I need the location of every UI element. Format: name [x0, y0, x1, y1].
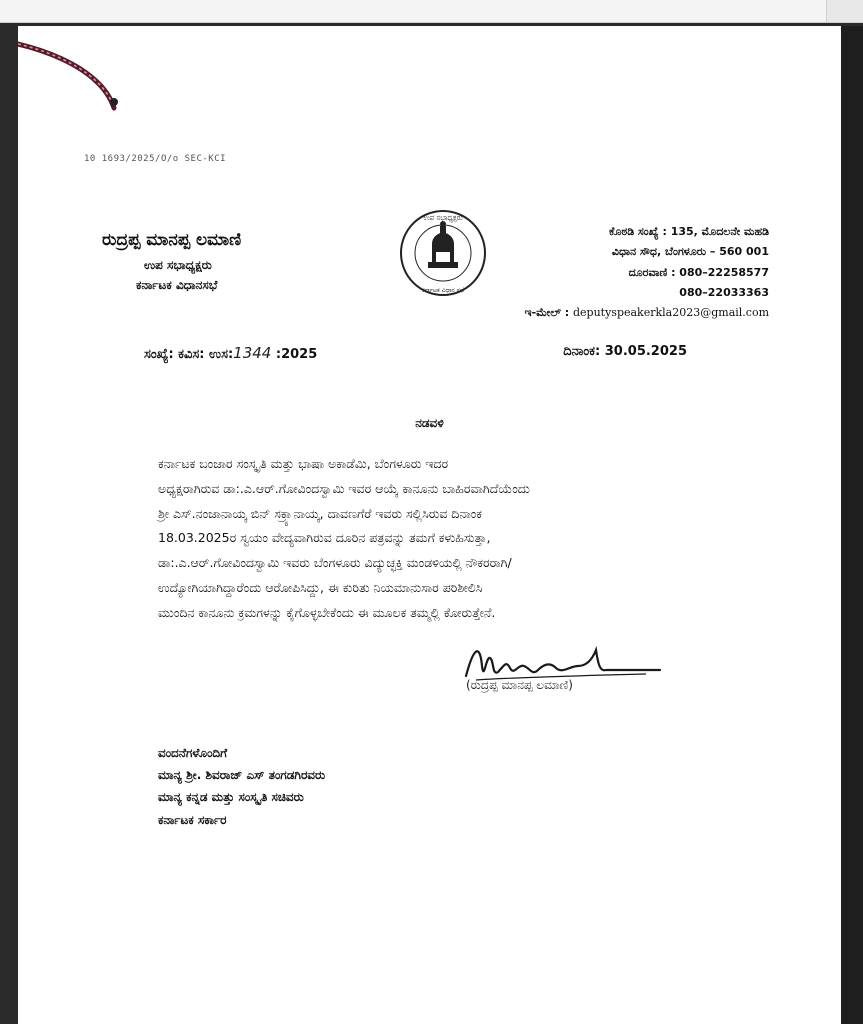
letter-number	[144, 344, 317, 362]
sender-block	[102, 226, 241, 296]
phone-number-2: 080–22033363	[679, 286, 769, 300]
office-address	[524, 222, 769, 324]
letter-subject: ನಡವಳಿ	[415, 416, 444, 430]
address-building: ವಿಧಾನ ಸೌಧ, ಬೆಂಗಳೂರು – 560 001	[611, 245, 769, 259]
phone-label: ದೂರವಾಣಿ :	[628, 265, 680, 279]
recipient-block	[158, 742, 325, 831]
official-seal-emblem	[396, 208, 490, 298]
viewer-background-edge	[841, 26, 863, 1024]
email-label: ಇ-ಮೇಲ್ :	[524, 306, 573, 320]
body-line: 18.03.2025ರ ಸ್ವಯಂ ವೇದ್ಯವಾಗಿರುವ ದೂರಿನ ಪತ್ರವನ್ನು ತಮಗೆ ಕಳುಹಿಸುತ್ತಾ,	[158, 530, 491, 546]
recipient-line-1: ಮಾನ್ಯ ಶ್ರೀ. ಶಿವರಾಜ್ ಎಸ್ ತಂಗಡಗಿರವರು	[158, 768, 326, 783]
letter-number-suffix: :2025	[271, 347, 318, 362]
sender-organisation: ಕರ್ನಾಟಕ ವಿಧಾನಸಭೆ	[136, 278, 218, 293]
recipient-line-2: ಮಾನ್ಯ ಕನ್ನಡ ಮತ್ತು ಸಂಸ್ಕೃತಿ ಸಚಿವರು	[158, 790, 304, 805]
viewer-top-bar-corner	[826, 0, 863, 22]
sender-name: ರುದ್ರಪ್ಪ ಮಾನಪ್ಪ ಲಮಾಣಿ	[102, 230, 242, 250]
body-line: ಶ್ರೀ ಎಸ್.ನಂಜಾನಾಯ್ಕ ಬಿನ್ ಸಕ್ರ್ಯಾನಾಯ್ಕ, ದಾವಣಗೆರೆ ಇವರು ಸಲ್ಲಿಸಿರುವ ದಿನಾಂಕ	[158, 505, 482, 521]
signatory-name: (ರುದ್ರಪ್ಪ ಮಾನಪ್ಪ ಲಮಾಣಿ)	[466, 678, 573, 692]
address-email-line	[524, 303, 769, 323]
viewer-top-bar	[0, 0, 863, 23]
sender-designation: ಉಪ ಸಭಾಧ್ಯಕ್ಷರು	[144, 257, 212, 272]
closing-greeting: ವಂದನೆಗಳೊಂದಿಗೆ	[158, 746, 228, 760]
body-line: ಡಾ:.ಎ.ಆರ್.ಗೋವಿಂದಸ್ವಾಮಿ ಇವರು ಬೆಂಗಳೂರು ವಿದ್ಯುಚ್ಛಕ್ತಿ ಮಂಡಳಿಯಲ್ಲಿ ನೌಕರರಾಗಿ/	[158, 555, 512, 571]
handwritten-signature	[446, 636, 666, 706]
body-line: ಮುಂದಿನ ಕಾನೂನು ಕ್ರಮಗಳನ್ನು ಕೈಗೊಳ್ಳಬೇಕೆಂದು ಈ ಮೂಲಕ ತಮ್ಮಲ್ಲಿ ಕೋರುತ್ತೇನೆ.	[158, 604, 496, 620]
reference-number: 10 1693/2025/O/o SEC-KCI	[84, 154, 227, 164]
tag-string-decoration	[18, 26, 148, 136]
letter-date: ದಿನಾಂಕ: 30.05.2025	[563, 344, 687, 359]
letter-body	[158, 452, 688, 626]
email-address: deputyspeakerkla2023@gmail.com	[572, 306, 769, 320]
phone-number-1: 080–22258577	[679, 265, 769, 279]
svg-text:ಕರ್ನಾಟಕ ವಿಧಾನ ಸಭೆ: ಕರ್ನಾಟಕ ವಿಧಾನ ಸಭೆ	[421, 287, 465, 294]
body-line: ಉದ್ಯೋಗಿಯಾಗಿದ್ದಾರೆಂದು ಆರೋಪಿಸಿದ್ದು, ಈ ಕುರಿತು ನಿಯಮಾನುಸಾರ ಪರಿಶೀಲಿಸಿ	[158, 579, 483, 595]
recipient-line-3: ಕರ್ನಾಟಕ ಸರ್ಕಾರ	[158, 812, 227, 827]
letter-number-handwritten: 1344	[233, 344, 272, 362]
body-line: ಅಧ್ಯಕ್ಷರಾಗಿರುವ ಡಾ:.ಎ.ಆರ್.ಗೋವಿಂದಸ್ವಾಮಿ ಇವರ ಆಯ್ಕೆ ಕಾನೂನು ಬಾಹಿರವಾಗಿದೆಯೆಂದು	[158, 480, 530, 496]
address-phone-line	[524, 263, 769, 283]
address-room: ಕೊಠಡಿ ಸಂಖ್ಯೆ : 135, ಮೊದಲನೇ ಮಹಡಿ	[608, 225, 769, 238]
letter-number-prefix: ಸಂಖ್ಯೆ: ಕವಿಸ: ಉಸ:	[144, 347, 234, 362]
letter-page	[18, 26, 841, 1024]
svg-text:ಉಪ ಸಭಾಧ್ಯಕ್ಷರು: ಉಪ ಸಭಾಧ್ಯಕ್ಷರು	[423, 214, 463, 222]
body-line: ಕರ್ನಾಟಕ ಬಂಜಾರ ಸಂಸ್ಕೃತಿ ಮತ್ತು ಭಾಷಾ ಅಕಾಡೆಮಿ, ಬೆಂಗಳೂರು ಇದರ	[158, 456, 449, 471]
